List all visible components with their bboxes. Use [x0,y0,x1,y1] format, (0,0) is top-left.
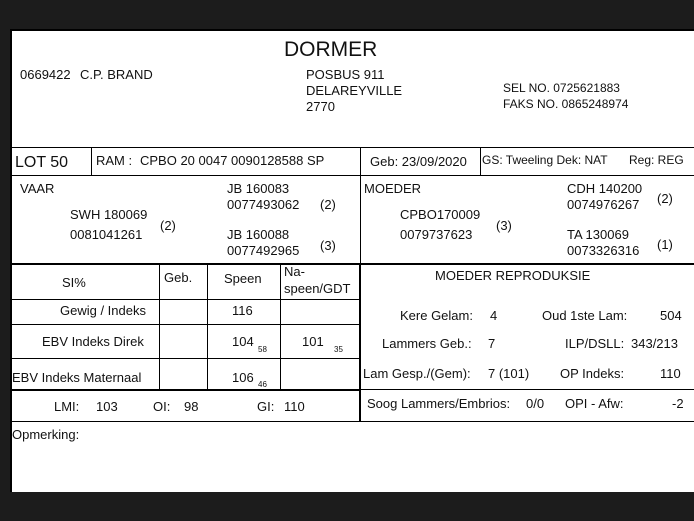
divider [480,147,481,175]
lot-number: LOT 50 [15,154,69,171]
lam-gesp-label: Lam Gesp./(Gem): [363,366,471,381]
ebv-direct-speen: 104 [232,334,254,349]
gi-label: GI: [257,399,275,414]
divider [359,263,361,389]
lammers-geb-label: Lammers Geb.: [382,336,472,351]
reproduction-title: MOEDER REPRODUKSIE [435,268,591,283]
divider [12,358,360,359]
divider [280,263,281,389]
divider [359,389,361,421]
faks-number: FAKS NO. 0865248974 [503,97,629,111]
sire-birth-type: (2) [160,218,176,233]
divider [360,147,361,175]
grandsire-2-birth-type: (3) [320,238,336,253]
sire-label: VAAR [20,181,55,196]
lot-card [10,29,694,492]
dam-birth-type: (3) [496,218,512,233]
grandsire-2-number: 0077492965 [227,243,300,258]
divider [12,175,694,176]
address-line-1: POSBUS 911 [306,67,385,82]
grandsire-1-id: JB 160083 [227,181,290,196]
grandsire-1-number: 0077493062 [227,197,300,212]
divider [12,263,694,265]
divider [12,147,694,148]
ebv-maternal-speen-accuracy: 46 [258,380,267,389]
ram-value: CPBO 20 0047 0090128588 SP [140,153,325,168]
granddam-1-birth-type: (2) [657,191,673,206]
granddam-2-id: TA 130069 [567,227,629,242]
ilp-dsll-value: 343/213 [631,336,678,351]
oi-value: 98 [184,399,199,414]
opi-afw-label: OPI - Afw: [565,396,624,411]
gs-info: GS: Tweeling Dek: NAT [482,153,608,167]
address-line-3: 2770 [306,99,335,114]
oud-1ste-lam-label: Oud 1ste Lam: [542,308,628,323]
geb-header: Geb. [164,270,193,285]
dam-id: CPBO170009 [400,207,481,222]
remark-label: Opmerking: [12,427,80,442]
kere-gelam-value: 4 [490,308,498,323]
divider [12,324,360,325]
divider [91,147,92,175]
granddam-2-birth-type: (1) [657,237,673,252]
dam-label: MOEDER [364,181,422,196]
weight-index-label: Gewig / Indeks [60,303,146,318]
ebv-direct-label: EBV Indeks Direk [42,334,144,349]
lmi-label: LMI: [54,399,80,414]
divider [159,263,160,389]
opi-afw-value: -2 [672,396,684,411]
sire-number: 0081041261 [70,227,143,242]
lammers-geb-value: 7 [488,336,496,351]
divider [12,299,360,300]
divider [361,389,694,390]
lmi-value: 103 [96,399,118,414]
registration: Reg: REG [629,153,684,167]
soog-lammers-value: 0/0 [526,396,545,411]
breed-title: DORMER [284,38,378,61]
ebv-direct-speen-accuracy: 58 [258,345,267,354]
oud-1ste-lam-value: 504 [660,308,682,323]
owner-name: C.P. BRAND [80,67,153,82]
gi-value: 110 [284,399,305,414]
weight-index-speen: 116 [232,303,253,318]
ram-label: RAM : [96,153,133,168]
lam-gesp-value: 7 (101) [488,366,530,381]
si-percent-header: SI% [62,275,86,290]
bottom-dark-bar [0,492,694,521]
divider [360,175,361,263]
grandsire-1-birth-type: (2) [320,197,336,212]
birth-date: Geb: 23/09/2020 [370,154,467,169]
sel-number: SEL NO. 0725621883 [503,81,620,95]
divider [12,389,360,391]
owner-id: 0669422 [20,67,71,82]
speen-header: Speen [224,271,262,286]
sire-id: SWH 180069 [70,207,148,222]
divider [207,263,208,389]
ilp-dsll-label: ILP/DSLL: [565,336,625,351]
op-index-value: 110 [660,366,681,381]
divider [12,421,694,422]
naspeen-header-line1: Na- [284,264,305,279]
dam-number: 0079737623 [400,227,473,242]
ebv-direct-naspeen: 101 [302,334,324,349]
granddam-2-number: 0073326316 [567,243,640,258]
granddam-1-number: 0074976267 [567,197,640,212]
oi-label: OI: [153,399,171,414]
address-line-2: DELAREYVILLE [306,83,403,98]
grandsire-2-id: JB 160088 [227,227,290,242]
op-index-label: OP Indeks: [560,366,625,381]
ebv-direct-naspeen-accuracy: 35 [334,345,343,354]
soog-lammers-label: Soog Lammers/Embrios: [367,396,511,411]
ebv-maternal-speen: 106 [232,370,254,385]
ebv-maternal-label: EBV Indeks Maternaal [12,370,142,385]
granddam-1-id: CDH 140200 [567,181,643,196]
kere-gelam-label: Kere Gelam: [400,308,473,323]
top-dark-bar [0,0,694,29]
naspeen-header-line2: speen/GDT [284,281,351,296]
